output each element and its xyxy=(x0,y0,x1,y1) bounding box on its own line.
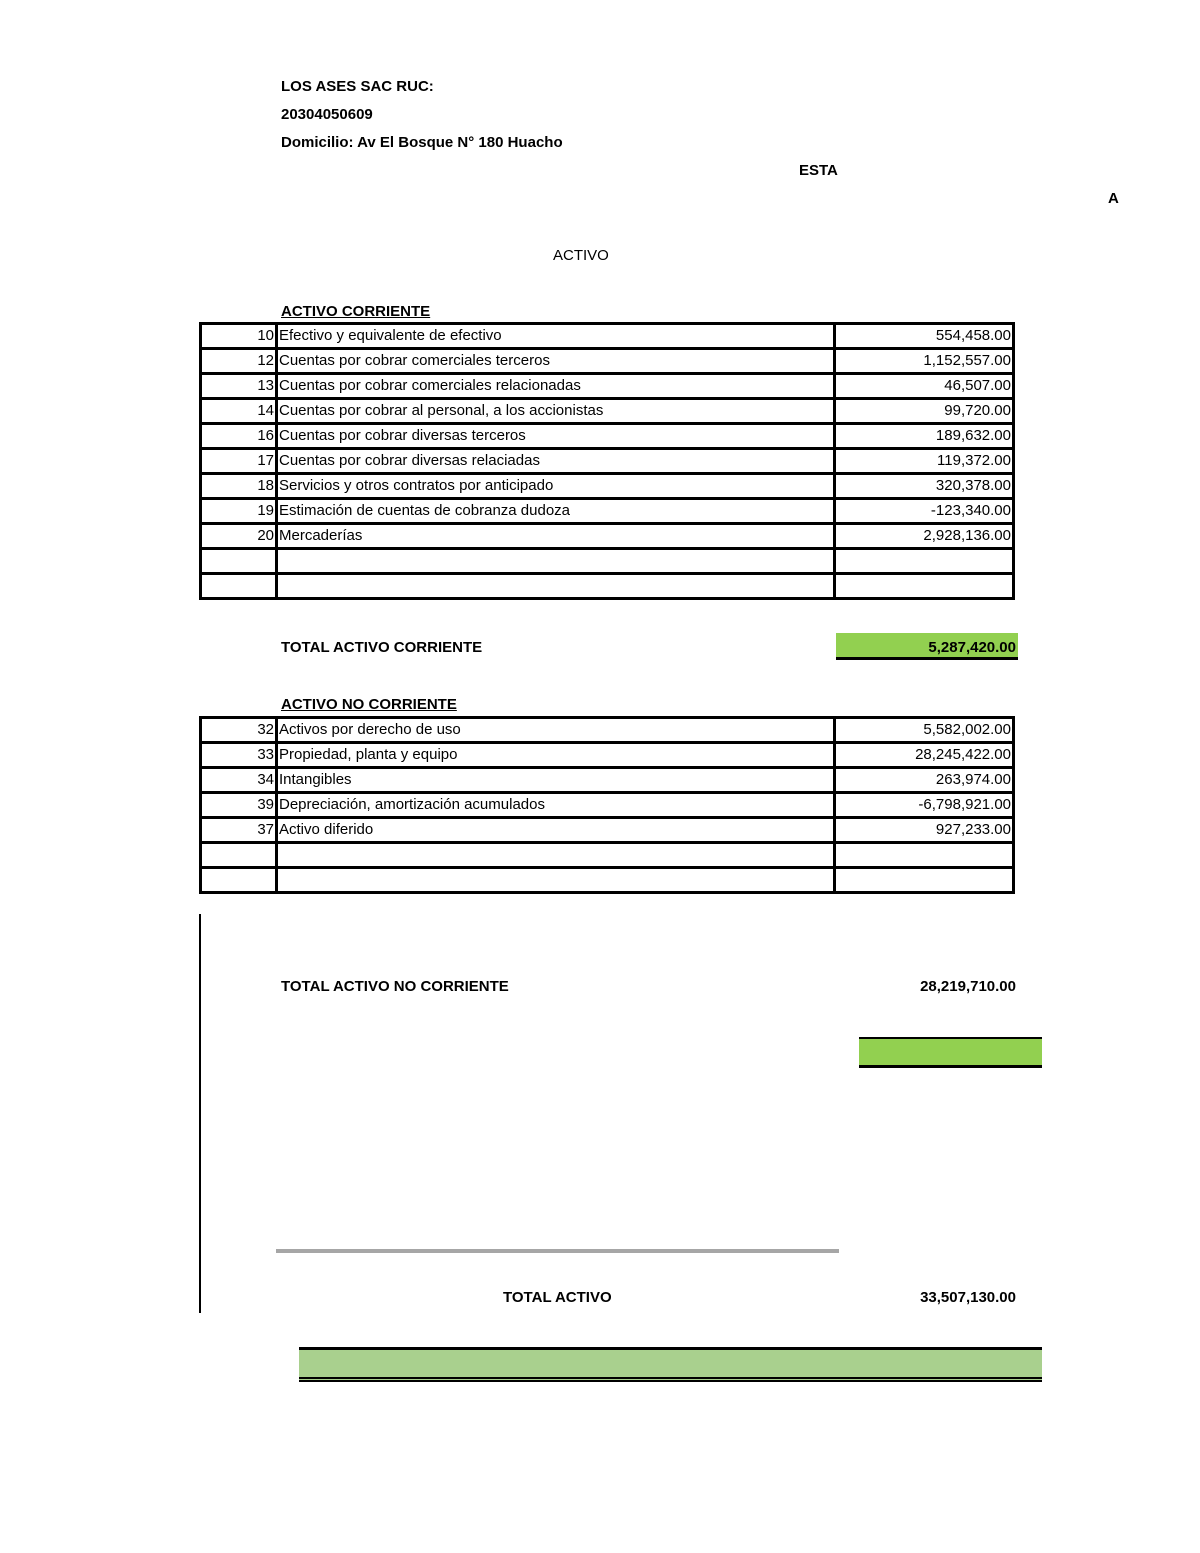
table-row-empty xyxy=(201,549,1014,574)
account-value xyxy=(835,549,1014,574)
statement-title-fragment: ESTA xyxy=(799,162,838,179)
account-value: 1,152,557.00 xyxy=(835,349,1014,374)
account-code: 13 xyxy=(201,374,277,399)
total-activo-corriente-label: TOTAL ACTIVO CORRIENTE xyxy=(281,639,483,656)
account-value: 119,372.00 xyxy=(835,449,1014,474)
table-row xyxy=(201,768,1014,793)
table-row xyxy=(201,818,1014,843)
table-row xyxy=(201,424,1014,449)
account-value: 5,582,002.00 xyxy=(835,718,1014,743)
account-value: -123,340.00 xyxy=(835,499,1014,524)
account-description: Cuentas por cobrar diversas terceros xyxy=(277,424,835,449)
table-row-empty xyxy=(201,843,1014,868)
account-code: 19 xyxy=(201,499,277,524)
table-row xyxy=(201,349,1014,374)
account-description xyxy=(277,843,835,868)
total-activo-no-corriente-value: 28,219,710.00 xyxy=(920,978,1016,995)
account-value: 320,378.00 xyxy=(835,474,1014,499)
account-code: 39 xyxy=(201,793,277,818)
total-band xyxy=(299,1347,1042,1382)
table-row xyxy=(201,374,1014,399)
table-row xyxy=(201,499,1014,524)
table-row xyxy=(201,399,1014,424)
activo-corriente-table xyxy=(199,322,1015,600)
account-value xyxy=(835,843,1014,868)
company-address: Domicilio: Av El Bosque N° 180 Huacho xyxy=(281,134,563,151)
company-name: LOS ASES SAC RUC: xyxy=(281,78,434,95)
activo-no-corriente-title: ACTIVO NO CORRIENTE xyxy=(281,696,457,713)
account-description: Mercaderías xyxy=(277,524,835,549)
ruc-number: 20304050609 xyxy=(281,106,373,123)
account-code: 17 xyxy=(201,449,277,474)
account-description: Estimación de cuentas de cobranza dudoza xyxy=(277,499,835,524)
account-description: Intangibles xyxy=(277,768,835,793)
account-value: 99,720.00 xyxy=(835,399,1014,424)
account-code xyxy=(201,549,277,574)
account-code: 33 xyxy=(201,743,277,768)
account-value xyxy=(835,574,1014,599)
account-value: 927,233.00 xyxy=(835,818,1014,843)
account-description: Cuentas por cobrar comerciales terceros xyxy=(277,349,835,374)
section-title: ACTIVO xyxy=(553,247,609,264)
account-code: 37 xyxy=(201,818,277,843)
account-description xyxy=(277,549,835,574)
account-description: Activos por derecho de uso xyxy=(277,718,835,743)
account-description: Servicios y otros contratos por anticipado xyxy=(277,474,835,499)
table-row xyxy=(201,474,1014,499)
account-value: 2,928,136.00 xyxy=(835,524,1014,549)
account-value: 46,507.00 xyxy=(835,374,1014,399)
total-activo-label: TOTAL ACTIVO xyxy=(503,1289,612,1306)
account-description: Propiedad, planta y equipo xyxy=(277,743,835,768)
account-description: Depreciación, amortización acumulados xyxy=(277,793,835,818)
account-code xyxy=(201,843,277,868)
table-row xyxy=(201,449,1014,474)
account-description: Activo diferido xyxy=(277,818,835,843)
left-border-line xyxy=(199,914,201,1313)
account-description: Cuentas por cobrar diversas relaciadas xyxy=(277,449,835,474)
account-code: 18 xyxy=(201,474,277,499)
table-row xyxy=(201,718,1014,743)
account-description xyxy=(277,868,835,893)
table-row-empty xyxy=(201,574,1014,599)
account-value: 263,974.00 xyxy=(835,768,1014,793)
total-highlight-box xyxy=(859,1037,1042,1068)
account-code: 14 xyxy=(201,399,277,424)
account-value xyxy=(835,868,1014,893)
total-activo-no-corriente-label: TOTAL ACTIVO NO CORRIENTE xyxy=(281,978,509,995)
account-value: 189,632.00 xyxy=(835,424,1014,449)
table-row xyxy=(201,743,1014,768)
account-code xyxy=(201,574,277,599)
account-value: 554,458.00 xyxy=(835,324,1014,349)
account-value: -6,798,921.00 xyxy=(835,793,1014,818)
table-row xyxy=(201,524,1014,549)
table-row-empty xyxy=(201,868,1014,893)
account-code xyxy=(201,868,277,893)
account-description: Efectivo y equivalente de efectivo xyxy=(277,324,835,349)
account-description: Cuentas por cobrar al personal, a los accionistas xyxy=(277,399,835,424)
activo-corriente-title: ACTIVO CORRIENTE xyxy=(281,303,431,320)
statement-title-fragment-a: A xyxy=(1108,190,1119,207)
account-code: 16 xyxy=(201,424,277,449)
account-description xyxy=(277,574,835,599)
account-code: 20 xyxy=(201,524,277,549)
account-description: Cuentas por cobrar comerciales relacionadas xyxy=(277,374,835,399)
total-activo-corriente-value: 5,287,420.00 xyxy=(928,639,1016,656)
table-row xyxy=(201,793,1014,818)
account-code: 34 xyxy=(201,768,277,793)
account-code: 32 xyxy=(201,718,277,743)
account-code: 10 xyxy=(201,324,277,349)
activo-no-corriente-table xyxy=(199,716,1015,894)
account-value: 28,245,422.00 xyxy=(835,743,1014,768)
divider-line xyxy=(276,1249,839,1253)
account-code: 12 xyxy=(201,349,277,374)
table-row xyxy=(201,324,1014,349)
total-activo-value: 33,507,130.00 xyxy=(920,1289,1016,1306)
